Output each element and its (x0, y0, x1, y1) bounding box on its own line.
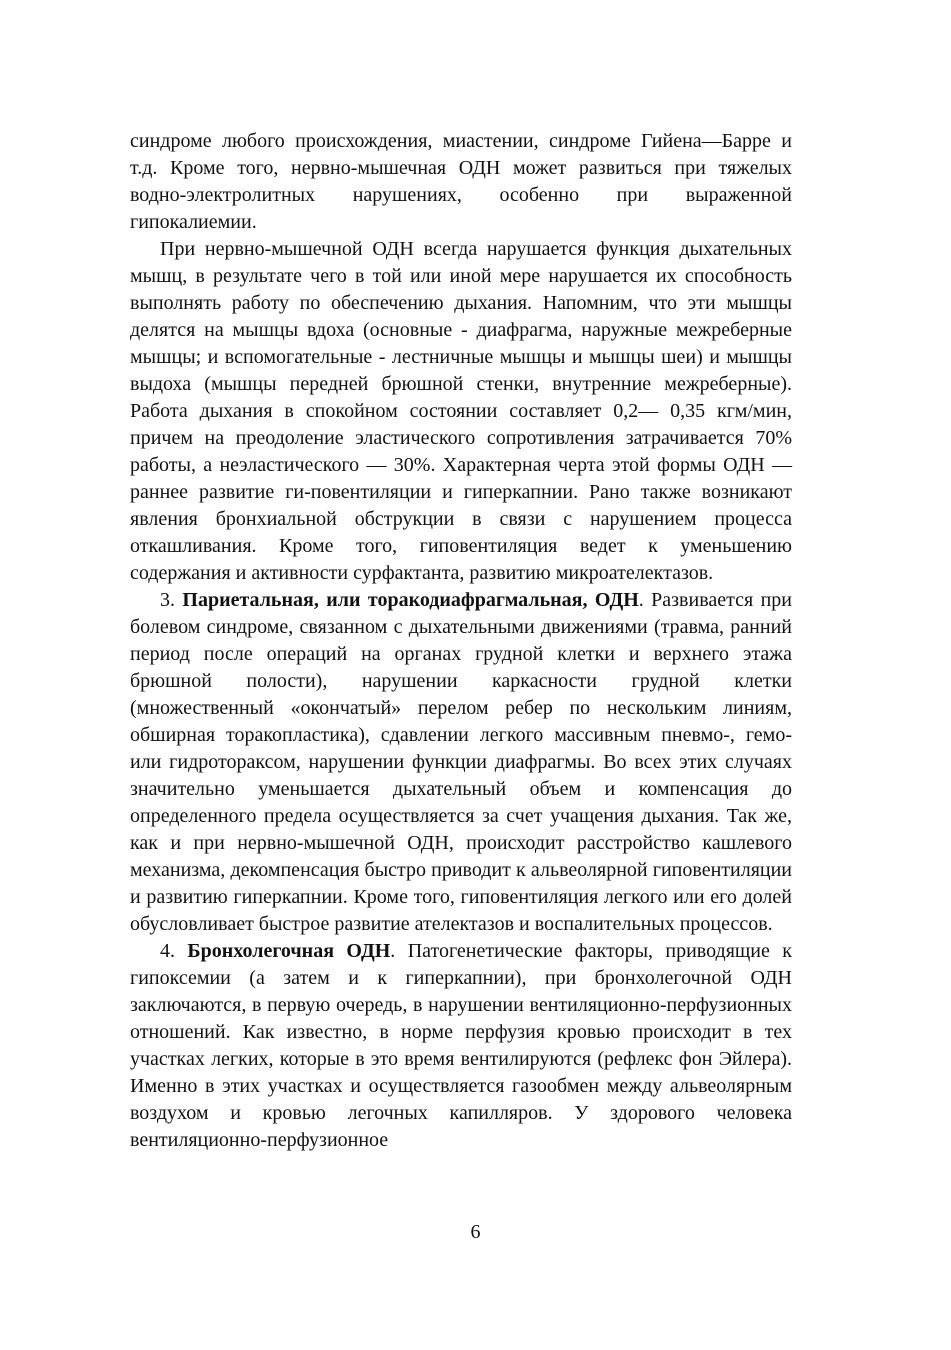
paragraph-parietal (130, 587, 792, 938)
paragraph-text: . Развивается при болевом синдроме, связанном с дыхательными движениями (травма, ранний период после операций на органах грудной клетки и верхнего этажа брюшной полости), нарушении каркасности грудной клетки (множественный «окончатый» перелом ребер по нескольким линиям, обширная торакопластика), сдавлении легкого массивным пневмо-, гемо- или гидротораксом, нарушении функции диафрагмы. Во всех этих случаях значительно уменьшается дыхательный объем и компенсация до определенного предела осуществляется за счет учащения дыхания. Так же, как и при нервно-мышечной ОДН, происходит расстройство кашлевого механизма, декомпенсация быстро приводит к альвеолярной гиповентиляции и развитию гиперкапнии. Кроме того, гиповентиляция легкого или его долей обусловливает быстрое развитие ателектазов и воспалительных процессов. (130, 589, 792, 935)
paragraph-text: При нервно-мышечной ОДН всегда нарушается функция дыхательных мышц, в результате чего в той или иной мере нарушается их способность выполнять работу по обеспечению дыхания. Напомним, что эти мышцы делятся на мышцы вдоха (основные - диафрагма, наружные межреберные мышцы; и вспомогательные - лестничные мышцы и мышцы шеи) и мышцы выдоха (мышцы передней брюшной стенки, внутренние межреберные). Работа дыхания в спокойном состоянии составляет 0,2— 0,35 кгм/мин, причем на преодоление эластического сопротивления затрачивается 70% работы, а неэластического — 30%. Характерная черта этой формы ОДН — раннее развитие ги-повентиляции и гиперкапнии. Рано также возникают явления бронхиальной обструкции в связи с нарушением процесса откашливания. Кроме того, гиповентиляция ведет к уменьшению содержания и активности сурфактанта, развитию микроателектазов. (130, 238, 792, 584)
page-number: 6 (470, 1221, 481, 1243)
paragraph-text: синдроме любого происхождения, миастении, синдроме Гийена—Барре и т.д. Кроме того, нервно-мышечная ОДН может развиться при тяжелых водно-электролитных нарушениях, особенно при выраженной гипокалиемии. (130, 130, 792, 233)
paragraph-neuromuscular (130, 236, 792, 587)
paragraph-bronchopulmonary (130, 938, 792, 1154)
paragraph-continuation (130, 128, 792, 236)
section-heading: Париетальная, или торакодиафрагмальная, ОДН (182, 589, 639, 611)
text-block (130, 128, 792, 1154)
paragraph-number: 3. (160, 589, 183, 611)
paragraph-text: . Патогенетические факторы, приводящие к гипоксемии (а затем и к гиперкапнии), при бронхолегочной ОДН заключаются, в первую очередь, в нарушении вентиляционно-перфузионных отношений. Как известно, в норме перфузия кровью происходит в тех участках легких, которые в это время вентилируются (рефлекс фон Эйлера). Именно в этих участках и осуществляется газообмен между альвеолярным воздухом и кровью легочных капилляров. У здорового человека вентиляционно-перфузионное (130, 940, 792, 1151)
section-heading: Бронхолегочная ОДН (187, 940, 391, 962)
paragraph-number: 4. (160, 940, 188, 962)
